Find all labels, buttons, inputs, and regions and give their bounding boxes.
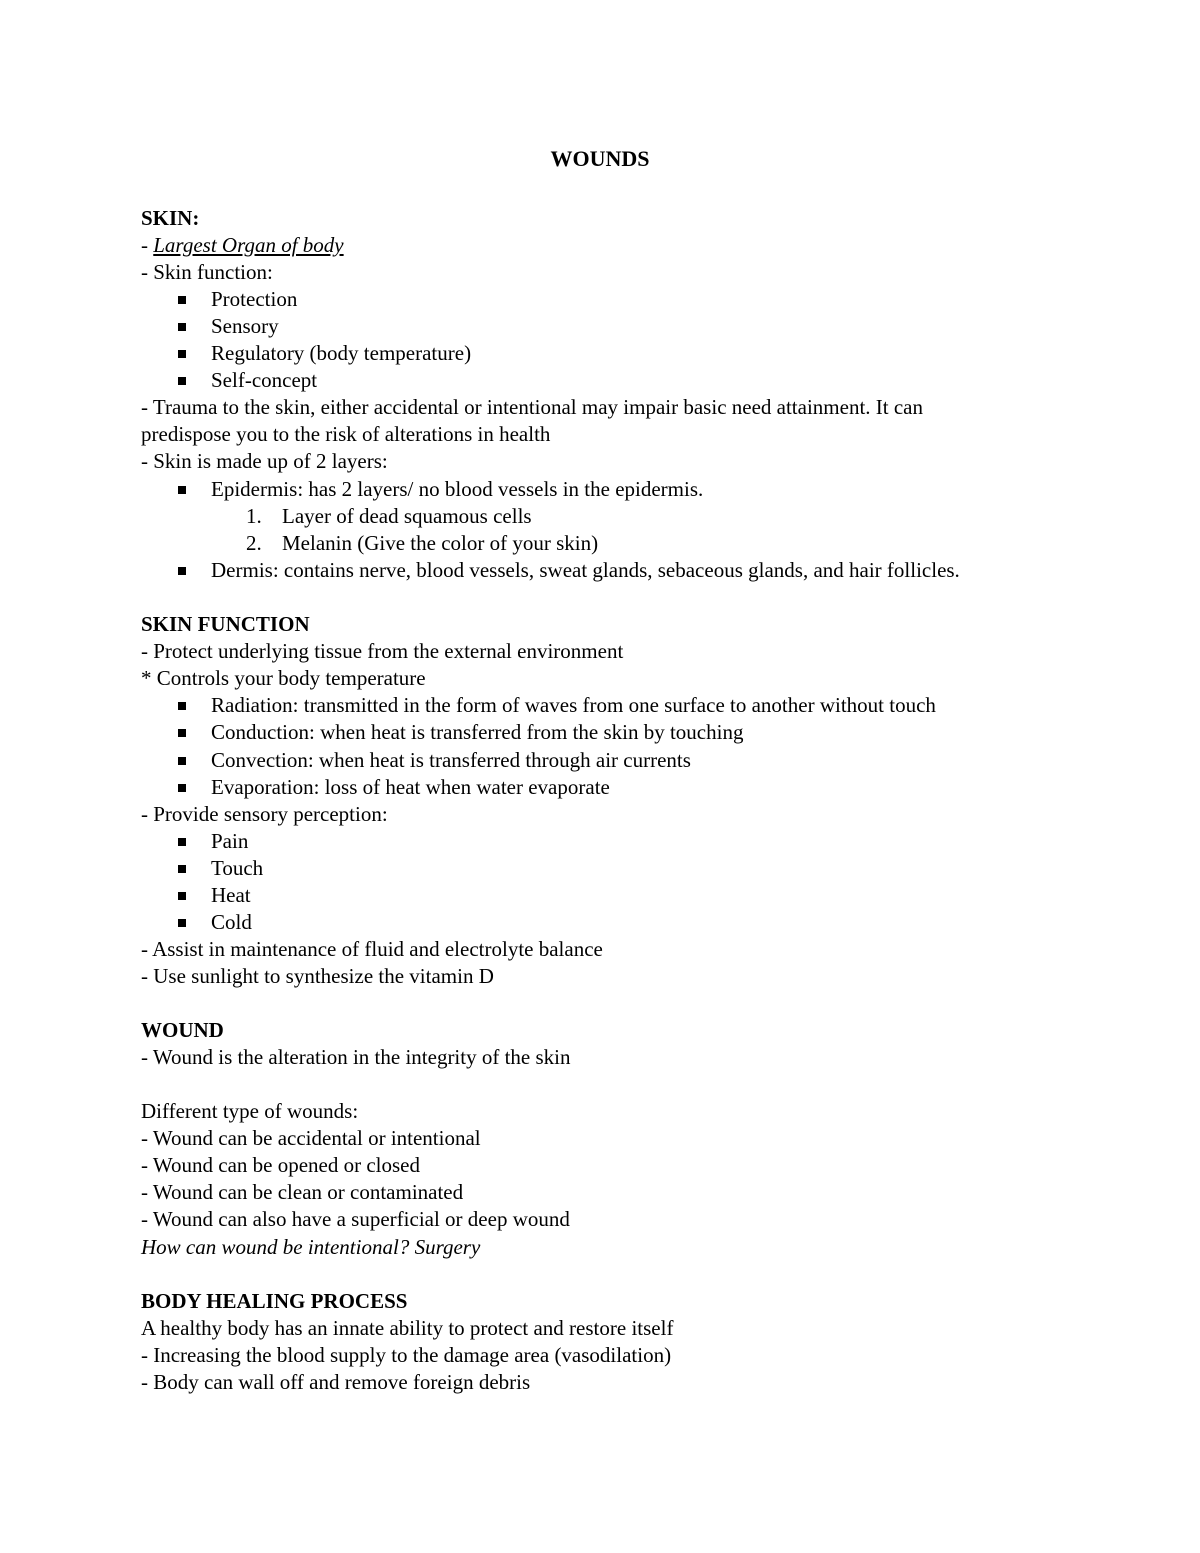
list-item-text: Protection bbox=[211, 287, 298, 311]
largest-organ-line bbox=[141, 232, 344, 259]
square-bullet-icon bbox=[178, 919, 186, 927]
list-item-text: Heat bbox=[211, 883, 251, 907]
fluid-line: - Assist in maintenance of fluid and electrolyte balance bbox=[141, 937, 603, 961]
skin-function-label: - Skin function: bbox=[141, 260, 273, 284]
list-item-text: Radiation: transmitted in the form of waves from one surface to another without touch bbox=[211, 693, 936, 717]
skin-heading: SKIN: bbox=[141, 206, 200, 230]
list-item-text: Dermis: contains nerve, blood vessels, sweat glands, sebaceous glands, and hair follicles. bbox=[211, 558, 960, 582]
square-bullet-icon bbox=[178, 296, 186, 304]
vitamin-line: - Use sunlight to synthesize the vitamin D bbox=[141, 964, 494, 988]
list-item-text: Cold bbox=[211, 910, 252, 934]
list-item-text: Touch bbox=[211, 856, 264, 880]
protect-line: - Protect underlying tissue from the external environment bbox=[141, 639, 624, 663]
square-bullet-icon bbox=[178, 729, 186, 737]
healing-item: - Body can wall off and remove foreign debris bbox=[141, 1370, 531, 1394]
wound-definition: - Wound is the alteration in the integrity of the skin bbox=[141, 1045, 571, 1069]
square-bullet-icon bbox=[178, 377, 186, 385]
trauma-line-1: - Trauma to the skin, either accidental or intentional may impair basic need attainment. It can bbox=[141, 395, 924, 419]
list-item-text: Convection: when heat is transferred through air currents bbox=[211, 748, 691, 772]
item-text: Melanin (Give the color of your skin) bbox=[282, 531, 599, 555]
square-bullet-icon bbox=[178, 323, 186, 331]
square-bullet-icon bbox=[178, 784, 186, 792]
layers-label: - Skin is made up of 2 layers: bbox=[141, 449, 388, 473]
wound-type-line: - Wound can also have a superficial or deep wound bbox=[141, 1207, 570, 1231]
square-bullet-icon bbox=[178, 892, 186, 900]
square-bullet-icon bbox=[178, 838, 186, 846]
skin-function-heading: SKIN FUNCTION bbox=[141, 612, 310, 636]
healing-item: - Increasing the blood supply to the damage area (vasodilation) bbox=[141, 1343, 672, 1367]
intentional-question: How can wound be intentional? Surgery bbox=[141, 1235, 481, 1259]
wound-heading: WOUND bbox=[141, 1018, 224, 1042]
square-bullet-icon bbox=[178, 486, 186, 494]
list-item-text: Self-concept bbox=[211, 368, 318, 392]
dash-prefix: - bbox=[141, 233, 154, 257]
healing-intro: A healthy body has an innate ability to protect and restore itself bbox=[141, 1316, 674, 1340]
item-number: 1. bbox=[246, 504, 262, 528]
wound-types-label: Different type of wounds: bbox=[141, 1099, 359, 1123]
list-item-text: Regulatory (body temperature) bbox=[211, 341, 472, 365]
item-number: 2. bbox=[246, 531, 262, 555]
square-bullet-icon bbox=[178, 350, 186, 358]
square-bullet-icon bbox=[178, 567, 186, 575]
list-item-text: Pain bbox=[211, 829, 249, 853]
controls-line: * Controls your body temperature bbox=[141, 666, 426, 690]
document-title: WOUNDS bbox=[550, 146, 650, 171]
largest-organ-text: Largest Organ of body bbox=[153, 233, 344, 257]
list-item-text: Evaporation: loss of heat when water evaporate bbox=[211, 775, 610, 799]
wound-type-line: - Wound can be accidental or intentional bbox=[141, 1126, 481, 1150]
trauma-line-2: predispose you to the risk of alterations in health bbox=[141, 422, 551, 446]
square-bullet-icon bbox=[178, 865, 186, 873]
item-text: Layer of dead squamous cells bbox=[282, 504, 532, 528]
square-bullet-icon bbox=[178, 702, 186, 710]
list-item-text: Epidermis: has 2 layers/ no blood vessels in the epidermis. bbox=[211, 477, 704, 501]
wound-type-line: - Wound can be opened or closed bbox=[141, 1153, 420, 1177]
list-item-text: Sensory bbox=[211, 314, 279, 338]
sensory-label: - Provide sensory perception: bbox=[141, 802, 388, 826]
list-item-text: Conduction: when heat is transferred from the skin by touching bbox=[211, 720, 744, 744]
wound-type-line: - Wound can be clean or contaminated bbox=[141, 1180, 464, 1204]
square-bullet-icon bbox=[178, 757, 186, 765]
healing-heading: BODY HEALING PROCESS bbox=[141, 1289, 408, 1313]
